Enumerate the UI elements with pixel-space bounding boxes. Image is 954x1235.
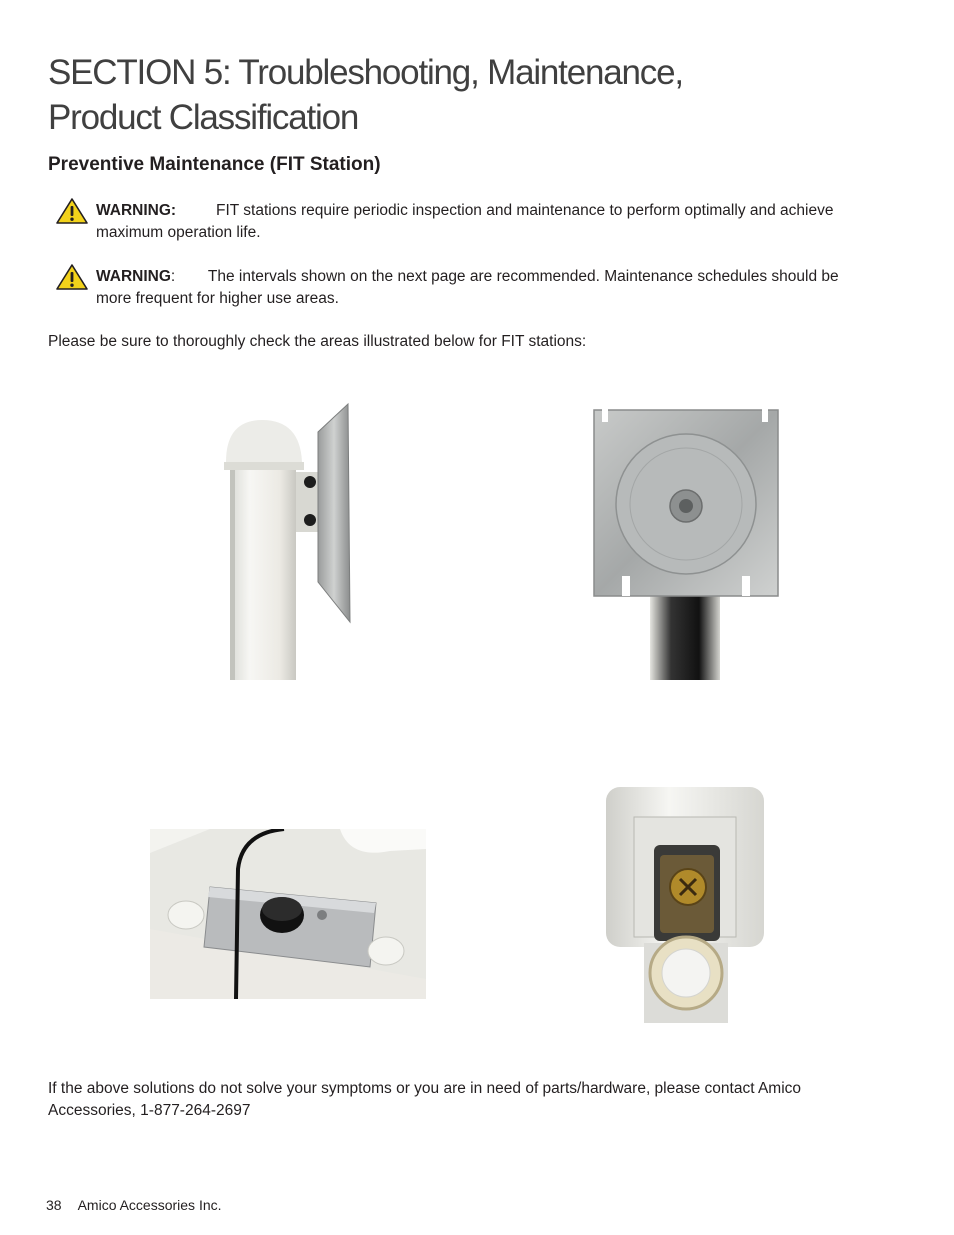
- closing-paragraph: [48, 1078, 898, 1122]
- footer-company: Amico Accessories Inc.: [77, 1197, 222, 1213]
- warning-triangle-icon: [56, 264, 88, 290]
- intro-paragraph: Please be sure to thoroughly check the areas illustrated below for FIT stations:: [48, 333, 587, 350]
- warning-block-2: [56, 266, 886, 310]
- warning-triangle-icon: [56, 198, 88, 224]
- warning-text-cont: maximum operation life.: [96, 224, 261, 241]
- warning-colon: :: [170, 268, 176, 285]
- closing-line2: Accessories, 1-877-264-2697: [48, 1102, 251, 1119]
- warning-label: WARNING: [96, 268, 171, 285]
- subheading: Preventive Maintenance (FIT Station): [48, 154, 381, 175]
- section-title-line1: SECTION 5: Troubleshooting, Maintenance,: [48, 53, 683, 92]
- closing-line1: If the above solutions do not solve your symptoms or you are in need of parts/hardware, please contact Amico: [48, 1080, 802, 1097]
- warning-text: The intervals shown on the next page are recommended. Maintenance schedules should be: [207, 268, 839, 285]
- section-title-line2: Product Classification: [48, 98, 359, 137]
- photo-pole-mount-plate: [222, 402, 354, 680]
- section-title: [48, 50, 908, 140]
- photo-knob-clamp: [150, 829, 426, 999]
- page-number: 38: [46, 1197, 62, 1213]
- page-footer: [46, 1197, 222, 1213]
- warning-text-cont: more frequent for higher use areas.: [96, 290, 339, 307]
- photo-square-plate: [592, 408, 780, 680]
- warning-label: WARNING:: [96, 202, 177, 219]
- photo-hinge-screw: [604, 787, 766, 1023]
- warning-text: FIT stations require periodic inspection and maintenance to perform optimally and achieve: [216, 202, 834, 219]
- warning-block-1: [56, 200, 886, 244]
